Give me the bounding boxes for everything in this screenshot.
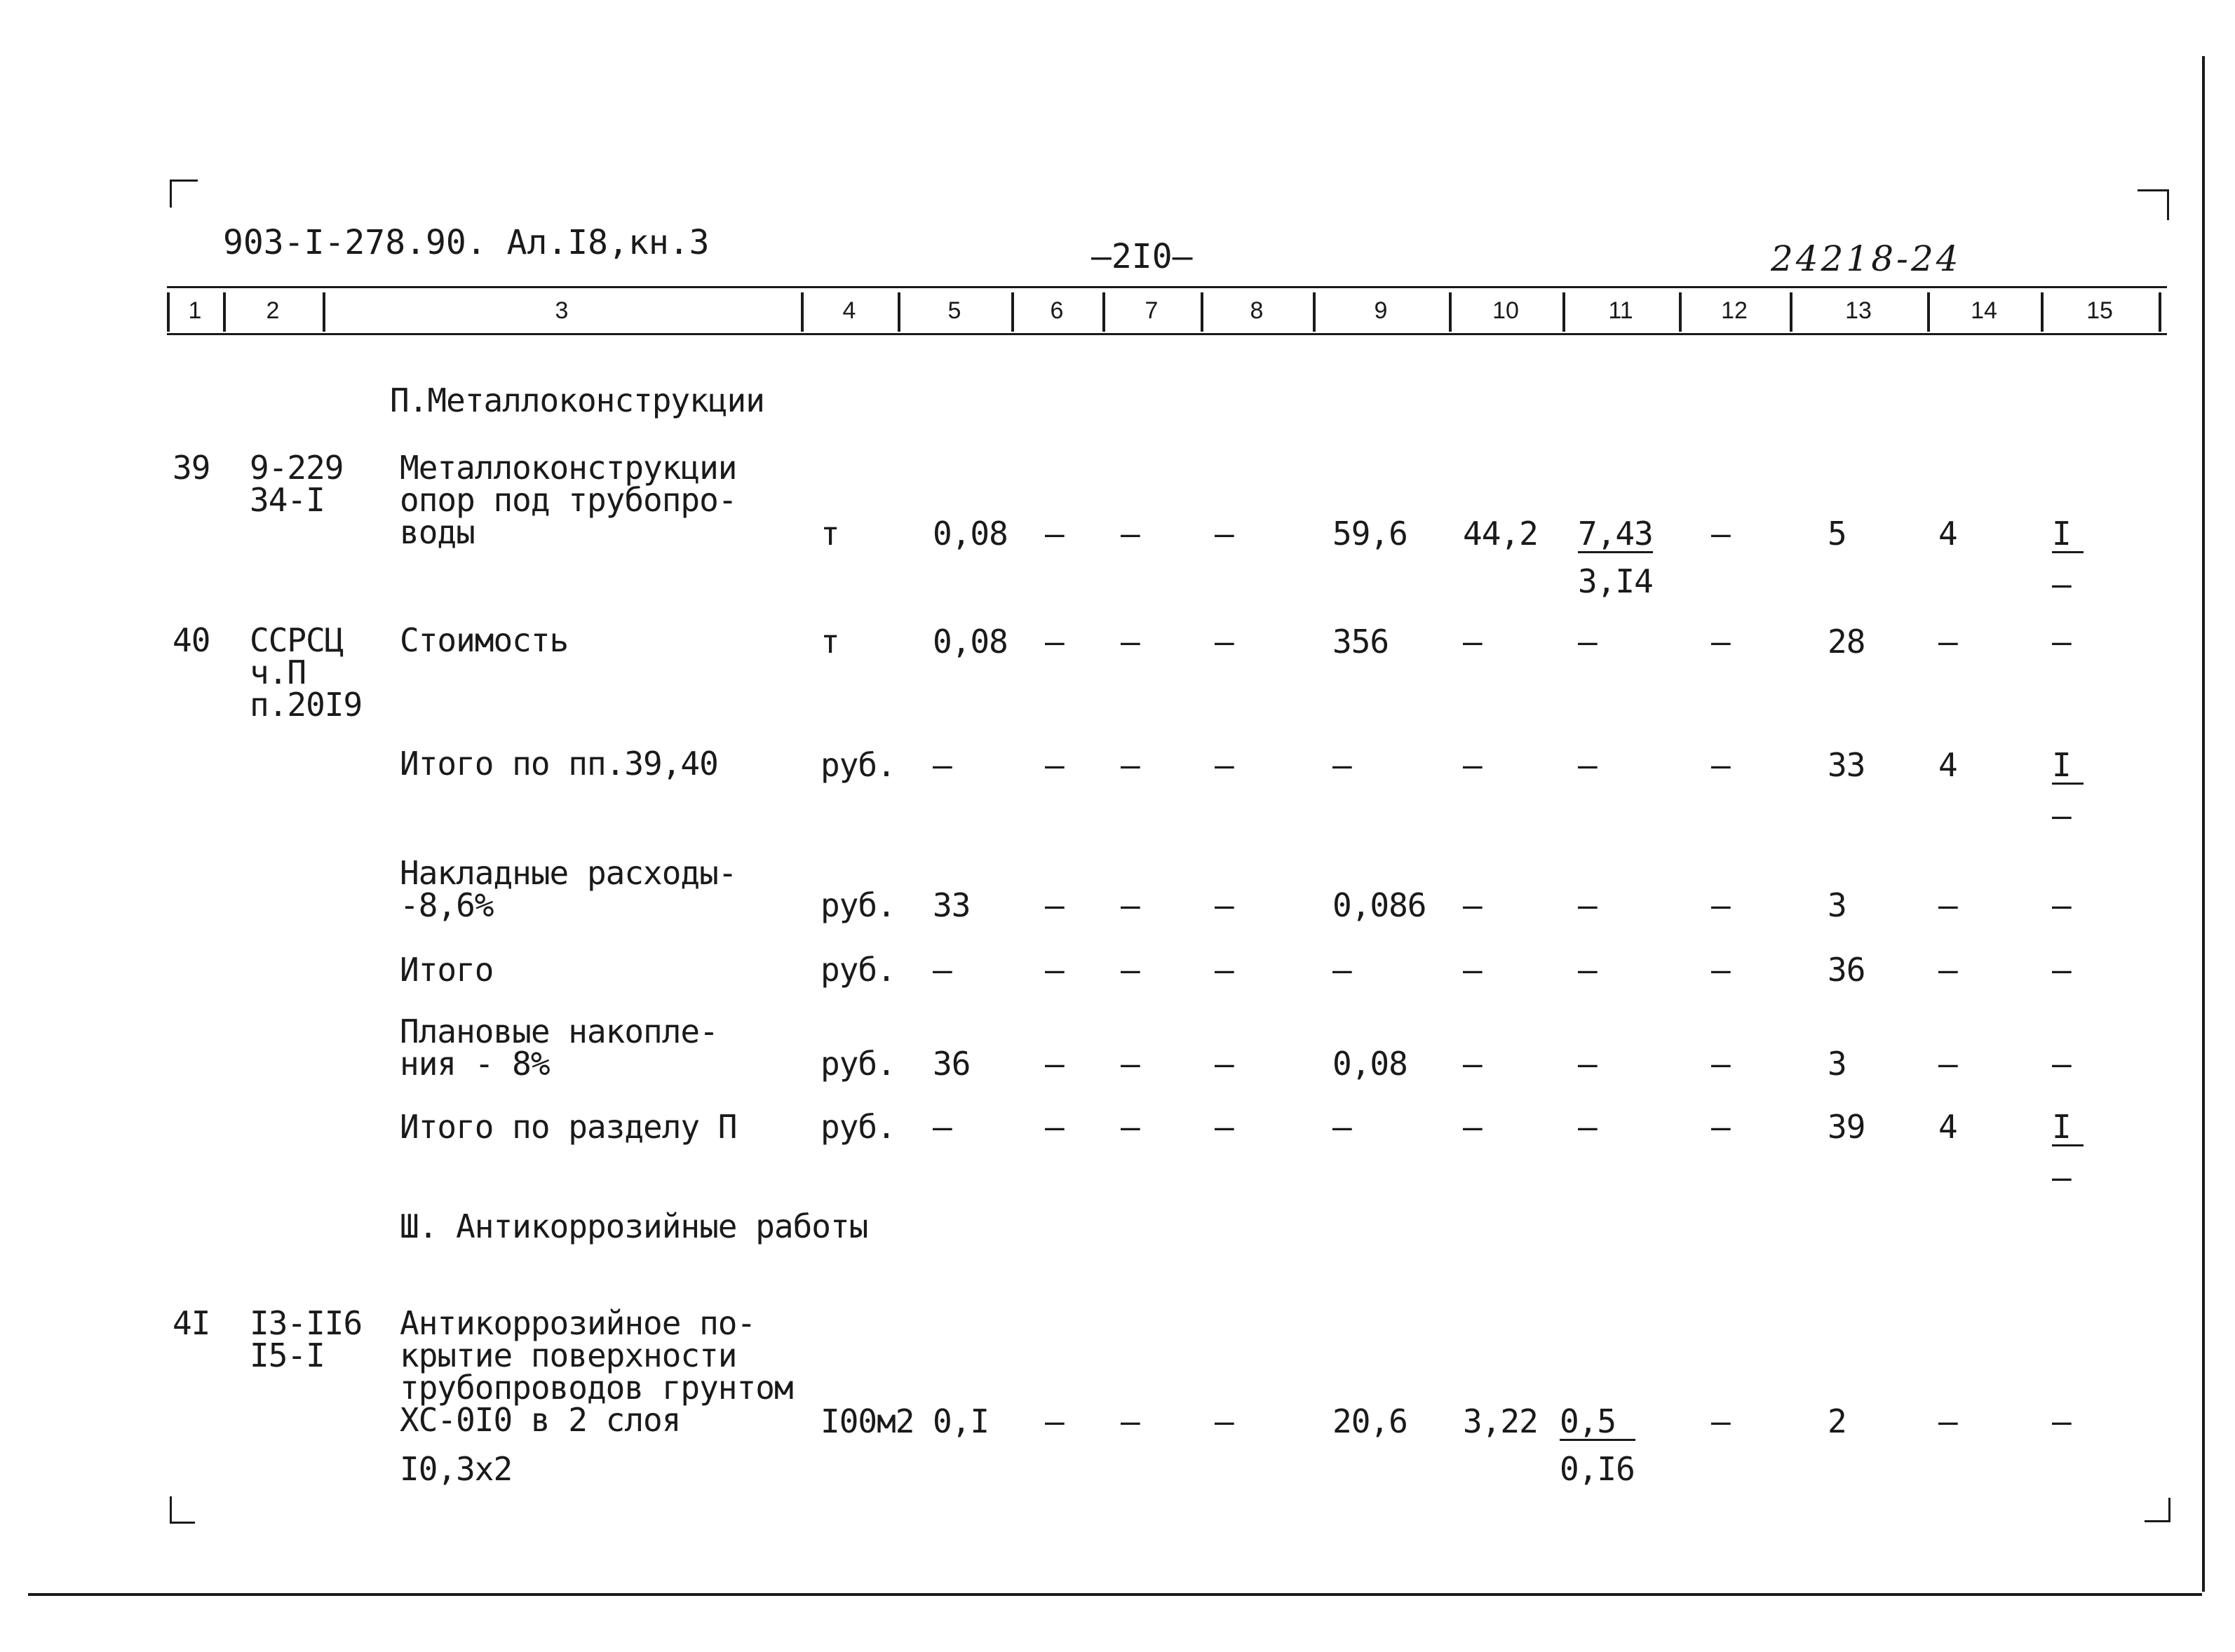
cell-col10: – bbox=[1463, 623, 1482, 661]
unit-cell: I00м2 bbox=[821, 1402, 914, 1440]
column-header-strip bbox=[167, 286, 2167, 335]
cell-col11-denominator: 0,I6 bbox=[1560, 1450, 1635, 1488]
item-description: Итого по пп.39,40 bbox=[400, 745, 718, 783]
price-code: п.20I9 bbox=[250, 686, 363, 724]
unit-cell: т bbox=[821, 515, 839, 553]
cell-col14: – bbox=[1938, 623, 1957, 661]
price-code: 9-229 bbox=[250, 449, 344, 487]
quantity-formula: I0,3x2 bbox=[400, 1450, 513, 1488]
cell-col12: – bbox=[1711, 1045, 1730, 1083]
unit-cell: руб. bbox=[821, 951, 896, 989]
cell-col14: 4 bbox=[1938, 746, 1957, 784]
column-number-9: 9 bbox=[1374, 297, 1388, 324]
cell-col9: 59,6 bbox=[1332, 515, 1407, 553]
cell-col12: – bbox=[1711, 623, 1730, 661]
cell-col8: – bbox=[1215, 515, 1234, 553]
item-description: -8,6% bbox=[400, 886, 494, 924]
corner-mark-top-left-h bbox=[170, 180, 198, 182]
cell-col14: – bbox=[1938, 1402, 1957, 1440]
corner-mark-bottom-left-h bbox=[170, 1522, 195, 1524]
cell-col7: – bbox=[1121, 746, 1140, 784]
cell-col13: 2 bbox=[1828, 1402, 1846, 1440]
cell-col10: – bbox=[1463, 1108, 1482, 1146]
column-number-14: 14 bbox=[1971, 297, 1997, 324]
column-number-12: 12 bbox=[1721, 297, 1748, 324]
item-description: ния - 8% bbox=[400, 1045, 550, 1083]
cell-col14: – bbox=[1938, 951, 1957, 989]
unit-cell: руб. bbox=[821, 1108, 896, 1146]
column-number-2: 2 bbox=[266, 297, 280, 324]
cell-col5: 33 bbox=[933, 886, 971, 924]
item-description: Итого по разделу П bbox=[400, 1108, 737, 1146]
column-number-10: 10 bbox=[1492, 297, 1519, 324]
cell-col14: – bbox=[1938, 1045, 1957, 1083]
cell-col15-denominator: – bbox=[2052, 797, 2071, 834]
cell-col15-denominator: – bbox=[2052, 1158, 2071, 1196]
column-number-3: 3 bbox=[555, 297, 569, 324]
cell-col11: – bbox=[1578, 746, 1597, 784]
item-description: опор под трубопро- bbox=[400, 481, 737, 519]
item-description: Металлоконструкции bbox=[400, 449, 737, 487]
column-number-13: 13 bbox=[1845, 297, 1872, 324]
cell-col12: – bbox=[1711, 515, 1730, 553]
cell-col7: – bbox=[1121, 515, 1140, 553]
cell-col12: – bbox=[1711, 1108, 1730, 1146]
cell-col11: – bbox=[1578, 1108, 1597, 1146]
price-code: ССРСЦ bbox=[250, 621, 344, 659]
column-number-6: 6 bbox=[1050, 297, 1064, 324]
cell-col10: – bbox=[1463, 951, 1482, 989]
scan-edge-bottom bbox=[28, 1593, 2202, 1596]
cell-col7: – bbox=[1121, 886, 1140, 924]
cell-col13: 5 bbox=[1828, 515, 1846, 553]
cell-col9: – bbox=[1332, 1108, 1351, 1146]
item-description: ХС-0I0 в 2 слоя bbox=[400, 1401, 681, 1439]
corner-mark-top-left-v bbox=[170, 180, 172, 208]
cell-col12: – bbox=[1711, 886, 1730, 924]
cell-col12: – bbox=[1711, 951, 1730, 989]
item-description: Антикоррозийное по- bbox=[400, 1304, 756, 1342]
cell-col8: – bbox=[1215, 1402, 1234, 1440]
corner-mark-top-right-h bbox=[2138, 189, 2168, 191]
cell-col7: – bbox=[1121, 1045, 1140, 1083]
cell-col8: – bbox=[1215, 1045, 1234, 1083]
cell-col12: – bbox=[1711, 1402, 1730, 1440]
corner-mark-bottom-left-v bbox=[170, 1496, 172, 1523]
cell-col5: 0,I bbox=[933, 1402, 990, 1440]
section-title-metal-structures: П.Металлоконструкции bbox=[390, 381, 764, 419]
scan-edge-right bbox=[2202, 56, 2205, 1592]
cell-col11: – bbox=[1578, 623, 1597, 661]
cell-col6: – bbox=[1045, 623, 1064, 661]
cell-col11-numerator: 7,43 bbox=[1578, 515, 1653, 553]
section-title-anticorrosion: Ш. Антикоррозийные работы bbox=[400, 1207, 868, 1245]
cell-col15-denominator: – bbox=[2052, 565, 2071, 603]
cell-col11: – bbox=[1578, 1045, 1597, 1083]
cell-col6: – bbox=[1045, 1108, 1064, 1146]
cell-col11: – bbox=[1578, 951, 1597, 989]
row-number: 4I bbox=[173, 1304, 210, 1342]
corner-mark-top-right-v bbox=[2167, 189, 2169, 220]
column-number-8: 8 bbox=[1250, 297, 1264, 324]
cell-col11-denominator: 3,I4 bbox=[1578, 562, 1653, 600]
item-description: трубопроводов грунтом bbox=[400, 1369, 793, 1407]
cell-col9: 356 bbox=[1332, 623, 1389, 661]
column-number-1: 1 bbox=[188, 297, 202, 324]
cell-col9: – bbox=[1332, 951, 1351, 989]
cell-col6: – bbox=[1045, 1045, 1064, 1083]
cell-col13: 39 bbox=[1828, 1108, 1865, 1146]
cell-col7: – bbox=[1121, 623, 1140, 661]
cell-col15-numerator: I bbox=[2052, 749, 2084, 785]
cell-col13: 33 bbox=[1828, 746, 1865, 784]
item-description: Итого bbox=[400, 951, 494, 989]
column-number-4: 4 bbox=[842, 297, 856, 324]
cell-col14: – bbox=[1938, 886, 1957, 924]
row-number: 40 bbox=[173, 621, 210, 659]
cell-col10: – bbox=[1463, 886, 1482, 924]
cell-col9: 20,6 bbox=[1332, 1402, 1407, 1440]
cell-col9: – bbox=[1332, 746, 1351, 784]
cell-col13: 36 bbox=[1828, 951, 1865, 989]
page-number: —2I0— bbox=[1091, 237, 1193, 276]
column-separator bbox=[2159, 292, 2161, 332]
cell-col10: – bbox=[1463, 1045, 1482, 1083]
cell-col5: – bbox=[933, 746, 952, 784]
cell-col14: 4 bbox=[1938, 515, 1957, 553]
cell-col6: – bbox=[1045, 951, 1064, 989]
cell-col6: – bbox=[1045, 746, 1064, 784]
cell-col15-numerator: I bbox=[2052, 517, 2084, 553]
cell-col8: – bbox=[1215, 623, 1234, 661]
column-number-15: 15 bbox=[2086, 297, 2113, 324]
item-description: Стоимость bbox=[400, 621, 569, 659]
cell-col10: – bbox=[1463, 746, 1482, 784]
cell-col5: 0,08 bbox=[933, 515, 1008, 553]
cell-col7: – bbox=[1121, 951, 1140, 989]
cell-col6: – bbox=[1045, 515, 1064, 553]
price-code: I3-II6 bbox=[250, 1304, 363, 1342]
cell-col10: 44,2 bbox=[1463, 515, 1538, 553]
archive-stamp: 24218-24 bbox=[1771, 238, 1961, 279]
cell-col13: 3 bbox=[1828, 886, 1846, 924]
cell-col8: – bbox=[1215, 951, 1234, 989]
column-number-5: 5 bbox=[947, 297, 961, 324]
cell-col8: – bbox=[1215, 746, 1234, 784]
cell-col9: 0,08 bbox=[1332, 1045, 1407, 1083]
unit-cell: руб. bbox=[821, 1045, 896, 1083]
cell-col12: – bbox=[1711, 746, 1730, 784]
cell-col15: – bbox=[2052, 1045, 2071, 1083]
cell-col5: 0,08 bbox=[933, 623, 1008, 661]
unit-cell: т bbox=[821, 623, 839, 661]
item-description: воды bbox=[400, 513, 475, 551]
cell-col10: 3,22 bbox=[1463, 1402, 1538, 1440]
cell-col13: 3 bbox=[1828, 1045, 1846, 1083]
price-code: ч.П bbox=[250, 654, 306, 691]
item-description: Плановые накопле- bbox=[400, 1013, 718, 1050]
cell-col8: – bbox=[1215, 1108, 1234, 1146]
cell-col5: 36 bbox=[933, 1045, 971, 1083]
unit-cell: руб. bbox=[821, 886, 896, 924]
cell-col14: 4 bbox=[1938, 1108, 1957, 1146]
document-code: 903-I-278.90. Ал.I8,кн.3 bbox=[223, 223, 710, 262]
price-code: 34-I bbox=[250, 481, 325, 519]
cell-col13: 28 bbox=[1828, 623, 1865, 661]
cell-col11-numerator: 0,5 bbox=[1560, 1405, 1635, 1441]
column-number-11: 11 bbox=[1608, 297, 1633, 324]
item-description: Накладные расходы- bbox=[400, 854, 737, 892]
corner-mark-bottom-right-v bbox=[2168, 1498, 2170, 1522]
cell-col15: – bbox=[2052, 1402, 2071, 1440]
cell-col11: – bbox=[1578, 886, 1597, 924]
cell-col6: – bbox=[1045, 1402, 1064, 1440]
cell-col7: – bbox=[1121, 1402, 1140, 1440]
item-description: крытие поверхности bbox=[400, 1336, 737, 1374]
cell-col5: – bbox=[933, 1108, 952, 1146]
cell-col15: – bbox=[2052, 951, 2071, 989]
cell-col9: 0,086 bbox=[1332, 886, 1426, 924]
row-number: 39 bbox=[173, 449, 210, 487]
cell-col5: – bbox=[933, 951, 952, 989]
unit-cell: руб. bbox=[821, 746, 896, 784]
cell-col15-numerator: I bbox=[2052, 1111, 2084, 1146]
cell-col15: – bbox=[2052, 886, 2071, 924]
column-number-7: 7 bbox=[1144, 297, 1159, 324]
price-code: I5-I bbox=[250, 1336, 325, 1374]
cell-col6: – bbox=[1045, 886, 1064, 924]
cell-col15: – bbox=[2052, 623, 2071, 661]
cell-col7: – bbox=[1121, 1108, 1140, 1146]
cell-col8: – bbox=[1215, 886, 1234, 924]
corner-mark-bottom-right-h bbox=[2145, 1520, 2170, 1522]
